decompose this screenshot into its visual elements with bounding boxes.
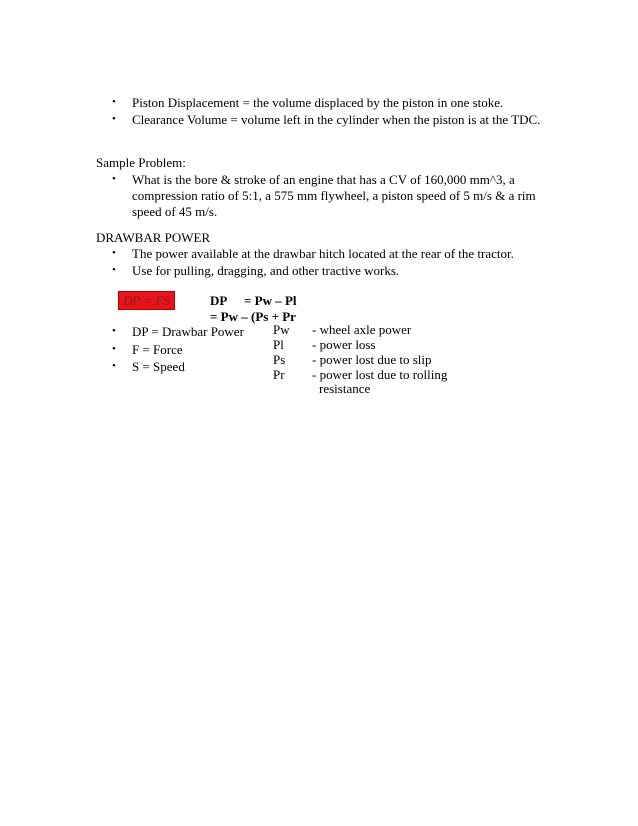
sample-line-1: • What is the bore & stroke of an engine that has a CV of 160,000 mm^3, a [132,171,515,188]
legend-f: • F = Force [132,341,183,358]
eq1-lhs: DP [210,293,228,308]
formula-box: DP = FS [118,291,175,310]
desc-pr: - power lost due to rolling [312,367,448,382]
desc-pr-cont: resistance [319,381,371,396]
sym-pl: Pl [273,337,284,352]
desc-ps: - power lost due to slip [312,352,432,367]
sym-pr: Pr [273,367,285,382]
desc-pw: - wheel axle power [312,322,412,337]
sample-line-2: compression ratio of 5:1, a 575 mm flywheel, a piston speed of 5 m/s & a rim [132,188,536,203]
legend-dp: • DP = Drawbar Power [132,323,244,340]
def-clearance-volume: • Clearance Volume = volume left in the cylinder when the piston is at the TDC. [132,111,540,128]
desc-pl: - power loss [312,337,376,352]
sample-heading: Sample Problem: [96,155,186,170]
sym-pw: Pw [273,322,290,337]
sample-line-3: speed of 45 m/s. [132,204,218,219]
legend-s: • S = Speed [132,358,185,375]
eq1-rhs: = Pw – Pl [244,293,297,308]
sym-ps: Ps [273,352,286,367]
drawbar-bullet-1: • The power available at the drawbar hitch located at the rear of the tractor. [132,245,514,262]
drawbar-heading: DRAWBAR POWER [96,230,211,245]
eq2: = Pw – (Ps + Pr [210,309,296,324]
drawbar-bullet-2: • Use for pulling, dragging, and other tractive works. [132,262,399,279]
def-piston-displacement: • Piston Displacement = the volume displaced by the piston in one stoke. [132,94,503,111]
